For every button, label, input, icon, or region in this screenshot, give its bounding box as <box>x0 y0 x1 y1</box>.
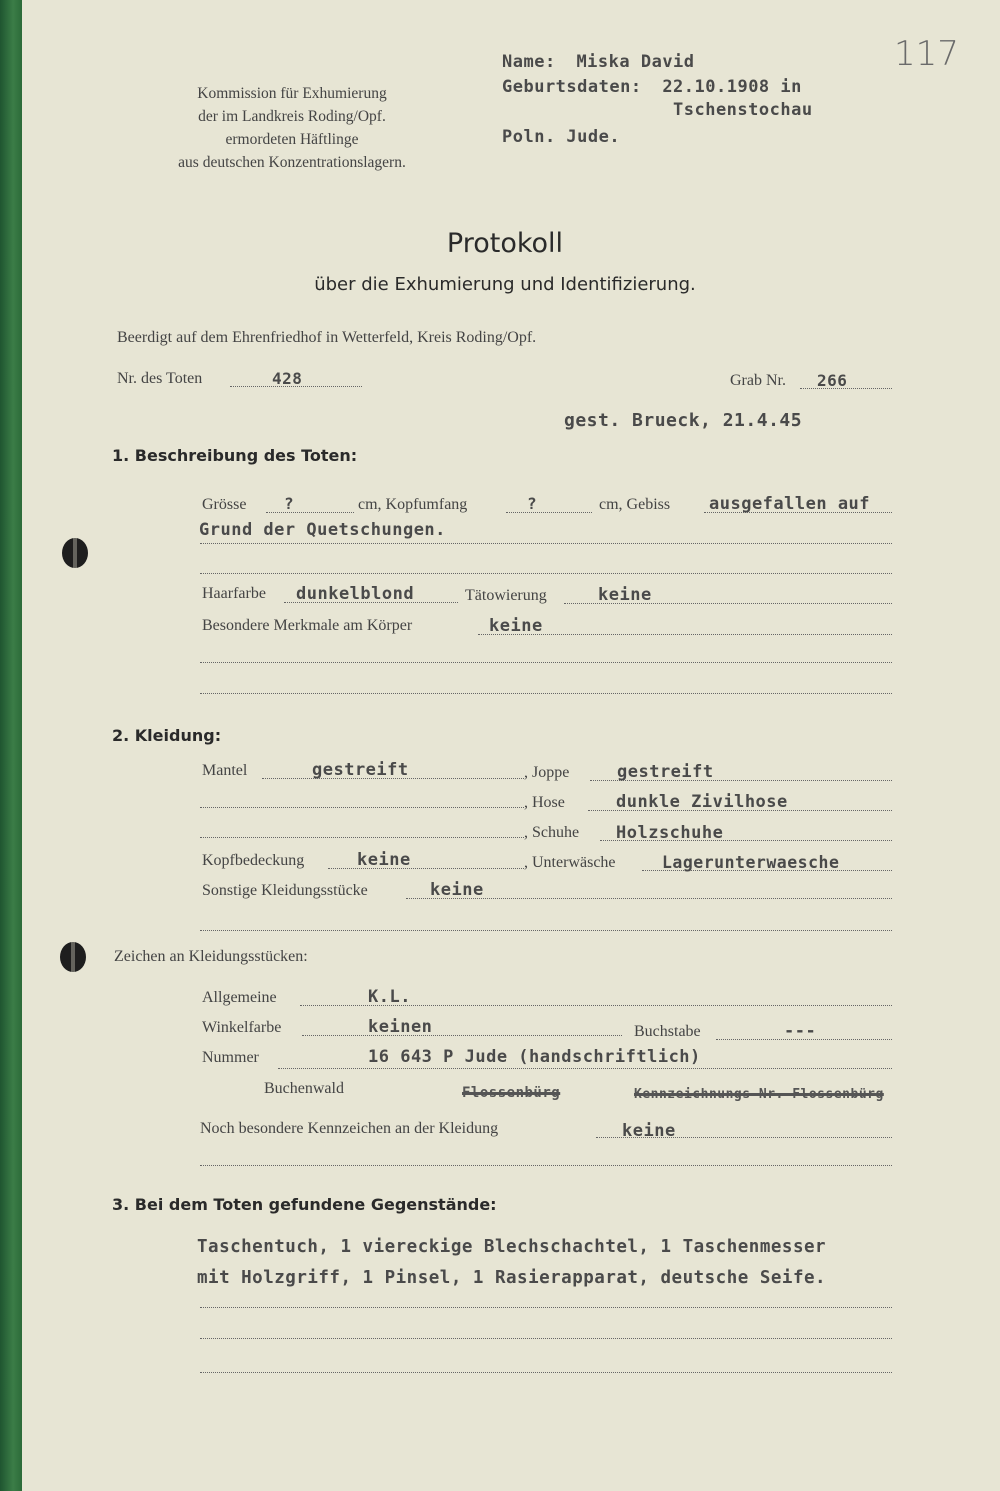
birth-label: Geburtsdaten: <box>502 77 642 97</box>
noch-value: keine <box>622 1121 676 1141</box>
joppe-label: , Joppe <box>524 764 570 781</box>
gebiss-label: cm, Gebiss <box>599 496 671 513</box>
burial-line: Beerdigt auf dem Ehrenfriedhof in Wetterfeld, Kreis Roding/Opf. <box>117 329 537 346</box>
gebiss-cont-line <box>200 543 892 544</box>
punch-hole-bottom <box>60 942 86 972</box>
nummer-label: Nummer <box>202 1049 259 1066</box>
schuhe-left-line <box>200 837 524 838</box>
winkelfarbe-label: Winkelfarbe <box>202 1019 282 1036</box>
document-title: Protokoll <box>446 228 564 259</box>
name-label: Name: <box>502 52 556 72</box>
nummer-line <box>278 1068 892 1069</box>
buchstabe-value: --- <box>784 1021 817 1041</box>
allgemeine-label: Allgemeine <box>202 989 277 1006</box>
unterwaesche-label: , Unterwäsche <box>524 854 616 871</box>
kennzeichnung-struck: Kennzeichnungs-Nr. Flossenbürg <box>634 1087 884 1102</box>
haarfarbe-value: dunkelblond <box>296 584 415 604</box>
blank-line-1 <box>200 573 892 574</box>
groesse-line <box>266 512 354 513</box>
nummer-value: 16 643 P Jude (handschriftlich) <box>368 1047 701 1067</box>
taetowierung-value: keine <box>598 585 652 605</box>
commission-line-3: ermordeten Häftlinge <box>225 131 359 148</box>
blank-line-8 <box>200 1372 892 1373</box>
name-value: Miska David <box>576 52 695 72</box>
blank-line-5 <box>200 1165 892 1166</box>
kopfumfang-value: ? <box>527 494 538 513</box>
allgemeine-value: K.L. <box>368 987 411 1007</box>
hose-label: , Hose <box>524 794 565 811</box>
grave-value: 266 <box>817 371 848 390</box>
groesse-value: ? <box>284 494 295 513</box>
commission-line-4: aus deutschen Konzentrationslagern. <box>178 154 406 171</box>
kopfbedeckung-value: keine <box>357 850 411 870</box>
buchstabe-label: Buchstabe <box>634 1023 701 1040</box>
section3-heading: 3. Bei dem Toten gefundene Gegenstände: <box>112 1195 497 1214</box>
merkmale-label: Besondere Merkmale am Körper <box>202 617 413 634</box>
section2-heading: 2. Kleidung: <box>112 726 222 745</box>
zeichen-heading: Zeichen an Kleidungsstücken: <box>114 948 308 965</box>
hose-left-line <box>200 807 524 808</box>
nationality: Poln. Jude. <box>502 127 621 147</box>
kopfbedeckung-label: Kopfbedeckung <box>202 852 305 869</box>
winkelfarbe-line <box>302 1035 622 1036</box>
dead-no-label: Nr. des Toten <box>117 370 203 387</box>
joppe-value: gestreift <box>617 762 714 782</box>
flossenburg-struck: Flossenbürg <box>462 1085 561 1101</box>
blank-line-7 <box>200 1338 892 1339</box>
gebiss-cont: Grund der Quetschungen. <box>199 520 446 540</box>
groesse-label: Grösse <box>202 496 247 513</box>
items-line-2: mit Holzgriff, 1 Pinsel, 1 Rasierapparat, deutsche Seife. <box>197 1268 827 1288</box>
name-field <box>502 52 695 72</box>
blank-line-2 <box>200 662 892 663</box>
commission-line-2: der im Landkreis Roding/Opf. <box>198 108 386 125</box>
unterwaesche-value: Lagerunterwaesche <box>662 853 840 872</box>
section1-heading: 1. Beschreibung des Toten: <box>112 446 358 465</box>
noch-label: Noch besondere Kennzeichen an der Kleidung <box>200 1120 499 1137</box>
document-subtitle: über die Exhumierung und Identifizierung. <box>314 274 696 295</box>
merkmale-value: keine <box>489 616 543 636</box>
commission-header <box>122 82 462 174</box>
items-line-1: Taschentuch, 1 viereckige Blechschachtel, 1 Taschenmesser <box>197 1237 827 1257</box>
hose-value: dunkle Zivilhose <box>616 792 788 812</box>
binder-edge <box>0 0 22 1491</box>
taetowierung-label: Tätowierung <box>465 587 547 604</box>
birth-field <box>502 77 802 97</box>
blank-line-3 <box>200 693 892 694</box>
grave-label: Grab Nr. <box>730 372 786 389</box>
kopfumfang-line <box>506 512 592 513</box>
document-page <box>22 0 1000 1491</box>
haarfarbe-label: Haarfarbe <box>202 585 266 602</box>
kopfumfang-label: cm, Kopfumfang <box>358 496 468 513</box>
page-number: 117 <box>894 34 959 74</box>
mantel-label: Mantel <box>202 762 248 779</box>
death-note: gest. Brueck, 21.4.45 <box>564 410 803 431</box>
blank-line-4 <box>200 930 892 931</box>
gebiss-value: ausgefallen auf <box>709 494 871 514</box>
birth-value: 22.10.1908 in <box>662 77 802 97</box>
winkelfarbe-value: keinen <box>368 1017 433 1037</box>
schuhe-value: Holzschuhe <box>616 823 724 843</box>
sonstige-label: Sonstige Kleidungsstücke <box>202 882 368 899</box>
dead-no-value: 428 <box>272 369 303 388</box>
punch-hole-top <box>62 538 88 568</box>
buchenwald-label: Buchenwald <box>264 1080 344 1097</box>
sonstige-value: keine <box>430 880 484 900</box>
blank-line-6 <box>200 1307 892 1308</box>
mantel-value: gestreift <box>312 760 409 780</box>
schuhe-label: , Schuhe <box>524 824 580 841</box>
birth-place: Tschenstochau <box>673 100 813 120</box>
commission-line-1: Kommission für Exhumierung <box>197 85 387 102</box>
